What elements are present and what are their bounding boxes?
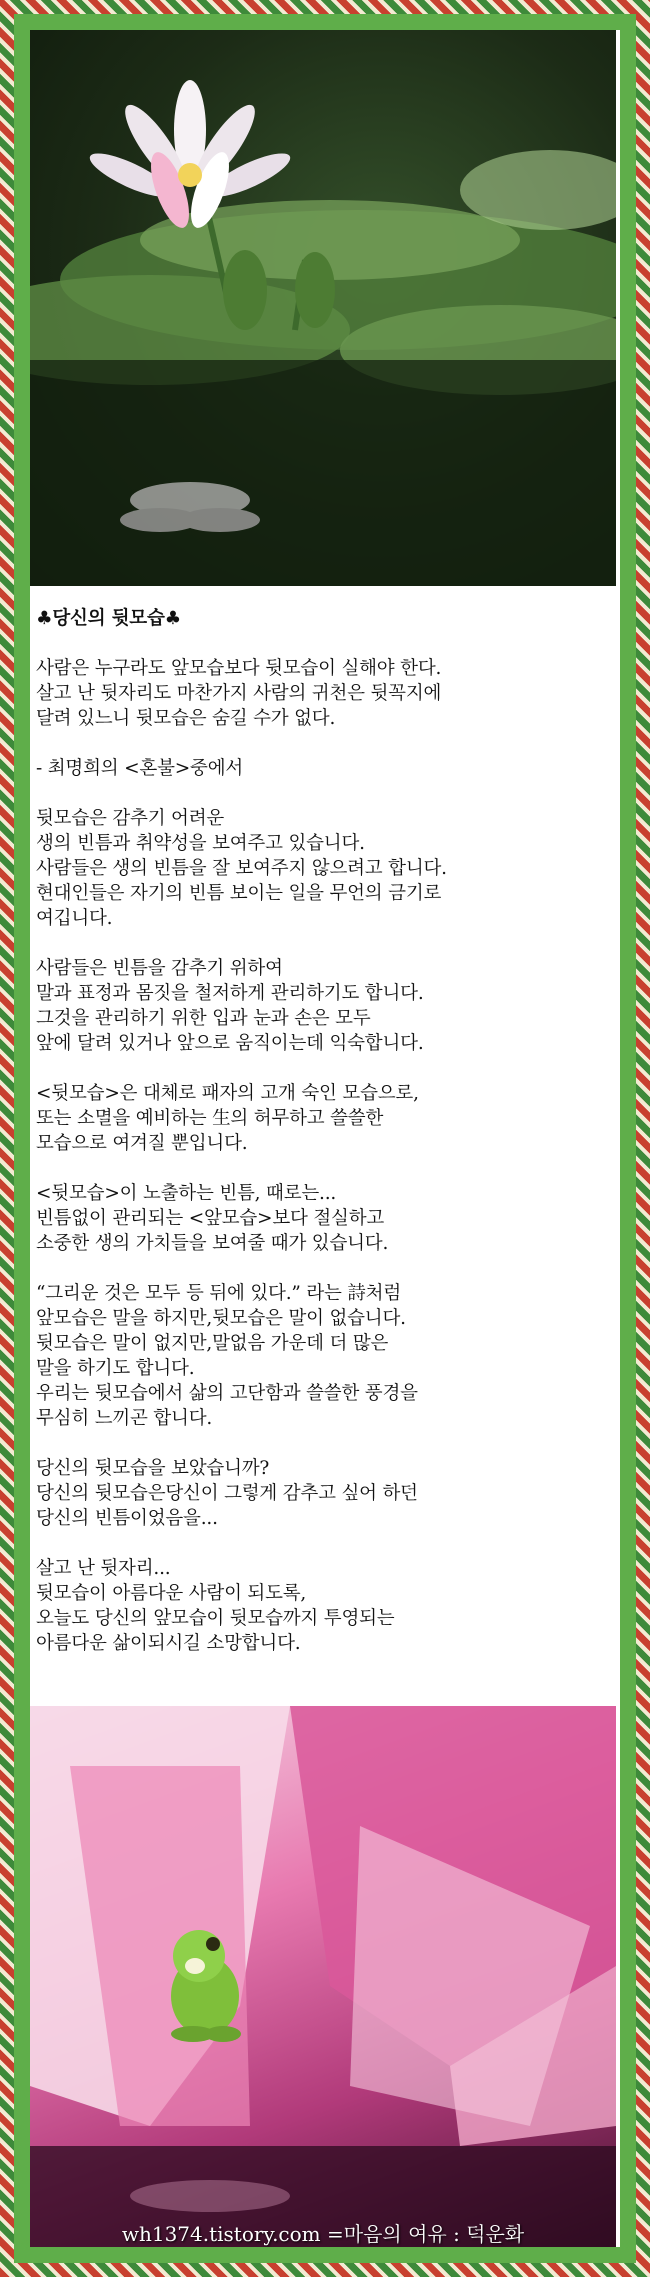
frog-in-flower-photo [30,1706,616,2247]
poem-title: ♣당신의 뒷모습♣ [36,608,182,629]
poem-paragraph [36,1556,612,1656]
water-lily-illustration [30,30,616,586]
poem-line: 또는 소멸을 예비하는 生의 허무하고 쓸쓸한 [36,1108,384,1129]
poem-paragraph [36,756,612,781]
poem-line: 당신의 뒷모습은당신이 그렇게 감추고 싶어 하던 [36,1483,418,1504]
frog-lotus-illustration [30,1706,616,2247]
poem-paragraph [36,1281,612,1431]
poem-line: 오늘도 당신의 앞모습이 뒷모습까지 투영되는 [36,1608,395,1629]
poem-line: 무심히 느끼곤 합니다. [36,1408,213,1429]
poem-line: 빈틈없이 관리되는 <앞모습>보다 절실하고 [36,1208,385,1229]
poem-line: 우리는 뒷모습에서 삶의 고단함과 쓸쓸한 풍경을 [36,1383,418,1404]
poem-line: 당신의 빈틈이었음을... [36,1508,218,1529]
poem-line: <뒷모습>이 노출하는 빈틈, 때로는... [36,1183,337,1204]
poem-line: 말을 하기도 합니다. [36,1358,195,1379]
poem-line: 뒷모습이 아름다운 사람이 되도록, [36,1583,307,1604]
poem-line: - 최명희의 <혼불>중에서 [36,758,244,779]
blog-caption: wh1374.tistory.com =마음의 여유 : 덕운화 [121,2222,525,2246]
poem-line: 달려 있느니 뒷모습은 숨길 수가 없다. [36,708,336,729]
poem-paragraph [36,956,612,1056]
poem-line: 당신의 뒷모습을 보았습니까? [36,1458,270,1479]
poem-paragraph [36,656,612,731]
water-lily-photo [30,30,616,586]
poem-line: 현대인들은 자기의 빈틈 보이는 일을 무언의 금기로 [36,883,442,904]
poem-line: 살고 난 뒷자리... [36,1558,171,1579]
poem-line: 뒷모습은 말이 없지만,말없음 가운데 더 많은 [36,1333,389,1354]
poem-line: 앞에 달려 있거나 앞으로 움직이는데 익숙합니다. [36,1033,424,1054]
poem-line: 아름다운 삶이되시길 소망합니다. [36,1633,301,1654]
poem-line: 사람들은 생의 빈틈을 잘 보여주지 않으려고 합니다. [36,858,447,879]
poem-line: 말과 표정과 몸짓을 철저하게 관리하기도 합니다. [36,983,424,1004]
poem-line: <뒷모습>은 대체로 패자의 고개 숙인 모습으로, [36,1083,419,1104]
poem-paragraph [36,1081,612,1156]
green-mat [14,14,636,2263]
poem-line: 모습으로 여겨질 뿐입니다. [36,1133,248,1154]
poem-paragraph [36,806,612,931]
poem-text [36,606,612,1681]
poem-line: 생의 빈틈과 취약성을 보여주고 있습니다. [36,833,365,854]
poem-paragraph [36,1181,612,1256]
poem-line: 그것을 관리하기 위한 입과 눈과 손은 모두 [36,1008,371,1029]
poem-line: 소중한 생의 가치들을 보여줄 때가 있습니다. [36,1233,389,1254]
poem-line: “그리운 것은 모두 등 뒤에 있다.” 라는 詩처럼 [36,1283,401,1304]
card-content [30,30,620,2247]
poem-line: 사람은 누구라도 앞모습보다 뒷모습이 실해야 한다. [36,658,442,679]
poem-line: 뒷모습은 감추기 어려운 [36,808,225,829]
poem-line: 사람들은 빈틈을 감추기 위하여 [36,958,283,979]
poem-line: 여깁니다. [36,908,113,929]
poem-paragraphs [36,656,612,1656]
poem-line: 살고 난 뒷자리도 마찬가지 사람의 귀천은 뒷꼭지에 [36,683,442,704]
poem-line: 앞모습은 말을 하지만,뒷모습은 말이 없습니다. [36,1308,406,1329]
poem-paragraph [36,1456,612,1531]
